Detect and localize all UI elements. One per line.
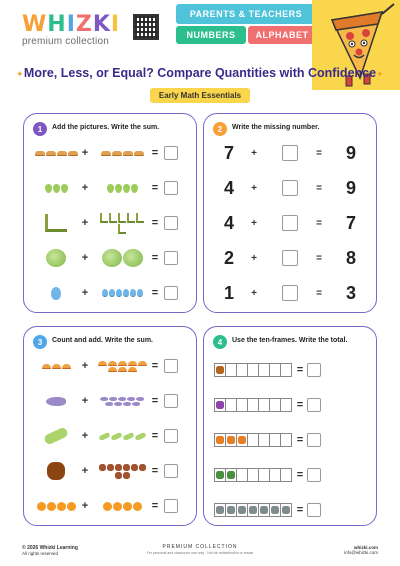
fish-icon bbox=[46, 397, 66, 406]
equation-row bbox=[34, 353, 188, 379]
scooter-icon bbox=[118, 213, 126, 223]
raccoon-icon bbox=[227, 506, 235, 514]
equals-sign: = bbox=[151, 360, 159, 372]
squirrel-icon bbox=[227, 436, 235, 444]
tag-parents-teachers: PARENTS & TEACHERS bbox=[176, 4, 316, 24]
balloon-icon bbox=[102, 289, 108, 297]
equals-sign: = bbox=[151, 217, 159, 229]
plus-sign: + bbox=[81, 395, 89, 407]
logo-letter: Z bbox=[75, 12, 93, 37]
addend-group-a bbox=[34, 211, 78, 235]
addend-group-b bbox=[96, 389, 148, 413]
sum-number: 9 bbox=[345, 177, 356, 198]
ten-frame bbox=[214, 503, 291, 517]
balloon-icon bbox=[130, 289, 136, 297]
addend-group-a bbox=[34, 494, 78, 518]
sum-number: 8 bbox=[345, 247, 356, 268]
qr-code-icon bbox=[133, 14, 159, 40]
equals-sign: = bbox=[151, 287, 159, 299]
total-answer-box[interactable] bbox=[307, 398, 321, 412]
sparkle-icon: ✦ bbox=[376, 69, 384, 79]
answer-box[interactable] bbox=[164, 181, 178, 195]
answer-box[interactable] bbox=[164, 146, 178, 160]
section-number-badge: 4 bbox=[213, 335, 227, 349]
logo-letter: I bbox=[66, 12, 76, 37]
cucumber-icon bbox=[134, 431, 146, 440]
fish-icon bbox=[136, 397, 144, 401]
squirrel-icon bbox=[216, 436, 224, 444]
equation-row bbox=[34, 175, 188, 201]
raccoon-icon bbox=[260, 506, 268, 514]
scooter-icon bbox=[109, 213, 117, 223]
fish-icon bbox=[105, 402, 113, 406]
missing-number-box[interactable] bbox=[282, 215, 298, 231]
ten-frame bbox=[214, 433, 291, 447]
fish-icon bbox=[123, 402, 131, 406]
tag-numbers: NUMBERS bbox=[176, 26, 246, 44]
fish-icon bbox=[118, 397, 126, 401]
pie-icon bbox=[108, 367, 117, 372]
equation-row bbox=[218, 245, 368, 271]
fish-icon bbox=[109, 397, 117, 401]
panel-ten-frames bbox=[203, 326, 377, 526]
equation-row bbox=[34, 458, 188, 484]
scooter-icon bbox=[45, 214, 67, 232]
cucumber-icon bbox=[43, 426, 69, 445]
orange-icon bbox=[37, 502, 46, 511]
bread-icon bbox=[123, 151, 133, 156]
bear-icon bbox=[131, 464, 138, 471]
orange-icon bbox=[123, 502, 132, 511]
addend-group-b bbox=[96, 424, 148, 448]
plus-sign: + bbox=[81, 500, 89, 512]
plus-sign: + bbox=[251, 287, 257, 299]
raccoon-icon bbox=[271, 506, 279, 514]
plus-sign: + bbox=[81, 287, 89, 299]
section-number-badge: 3 bbox=[33, 335, 47, 349]
pie-icon bbox=[138, 361, 147, 366]
missing-number-box[interactable] bbox=[282, 250, 298, 266]
addend-group-b bbox=[96, 176, 148, 200]
total-answer-box[interactable] bbox=[307, 363, 321, 377]
pie-icon bbox=[128, 367, 137, 372]
total-answer-box[interactable] bbox=[307, 433, 321, 447]
ten-frame-row bbox=[214, 427, 368, 453]
answer-box[interactable] bbox=[164, 359, 178, 373]
plus-sign: + bbox=[81, 217, 89, 229]
equation-row bbox=[34, 210, 188, 236]
equals-sign: = bbox=[296, 469, 304, 481]
scooter-icon bbox=[100, 213, 108, 223]
pear-icon bbox=[61, 184, 68, 193]
panel-add-pictures bbox=[23, 113, 197, 313]
addend-group-a bbox=[34, 141, 78, 165]
section-instruction: Use the ten-frames. Write the total. bbox=[232, 337, 348, 344]
logo-tagline: premium collection bbox=[22, 36, 109, 47]
email-link[interactable]: info@whizki.com bbox=[344, 550, 378, 555]
balloon-icon bbox=[109, 289, 115, 297]
cucumber-icon bbox=[122, 431, 134, 440]
cabbage-icon bbox=[102, 249, 122, 267]
bear-icon bbox=[115, 472, 122, 479]
equals-sign: = bbox=[296, 434, 304, 446]
addend-group-a bbox=[34, 354, 78, 378]
worksheet-subtitle: Early Math Essentials bbox=[150, 88, 250, 103]
logo-letter: W bbox=[22, 12, 48, 37]
addend-number: 1 bbox=[223, 282, 234, 303]
scooter-icon bbox=[136, 213, 144, 223]
equation-row bbox=[34, 140, 188, 166]
bread-icon bbox=[68, 151, 78, 156]
raccoon-icon bbox=[282, 506, 290, 514]
equals-sign: = bbox=[316, 182, 322, 194]
equals-sign: = bbox=[296, 364, 304, 376]
section-instruction: Add the pictures. Write the sum. bbox=[52, 124, 160, 131]
bear-icon bbox=[47, 462, 65, 480]
missing-number-box[interactable] bbox=[282, 180, 298, 196]
answer-box[interactable] bbox=[164, 286, 178, 300]
pie-icon bbox=[118, 367, 127, 372]
cucumber-icon bbox=[98, 431, 110, 440]
equals-sign: = bbox=[296, 504, 304, 516]
site-link[interactable]: whizki.com bbox=[353, 545, 378, 550]
addend-number: 2 bbox=[223, 247, 234, 268]
ten-frame bbox=[214, 363, 291, 377]
bear-icon bbox=[107, 464, 114, 471]
orange-icon bbox=[103, 502, 112, 511]
worksheet-title: More, Less, or Equal? Compare Quantities with Confidence bbox=[23, 66, 377, 80]
raccoon-icon bbox=[216, 506, 224, 514]
pie-icon bbox=[128, 361, 137, 366]
sum-number: 7 bbox=[345, 212, 356, 233]
section-number-badge: 1 bbox=[33, 122, 47, 136]
logo-letter: K bbox=[92, 12, 111, 37]
addend-group-a bbox=[34, 424, 78, 448]
panel-missing-number bbox=[203, 113, 377, 313]
sum-number: 3 bbox=[345, 282, 356, 303]
pie-icon bbox=[42, 364, 51, 369]
pear-icon bbox=[131, 184, 138, 193]
equals-sign: = bbox=[151, 182, 159, 194]
cucumber-icon bbox=[110, 431, 122, 440]
pie-icon bbox=[98, 361, 107, 366]
usage-note: For personal and classroom use only · Not for redistribution or resale bbox=[146, 551, 254, 555]
answer-box[interactable] bbox=[164, 251, 178, 265]
equals-sign: = bbox=[151, 395, 159, 407]
ten-frame-cell bbox=[280, 503, 292, 517]
plus-sign: + bbox=[251, 252, 257, 264]
footer-collection bbox=[0, 544, 400, 555]
equation-row bbox=[34, 493, 188, 519]
scooter-icon bbox=[118, 224, 126, 234]
panel-count-and-add bbox=[23, 326, 197, 526]
equation-row bbox=[218, 210, 368, 236]
answer-box[interactable] bbox=[164, 429, 178, 443]
answer-box[interactable] bbox=[164, 464, 178, 478]
bear-icon bbox=[123, 464, 130, 471]
equation-row bbox=[218, 280, 368, 306]
pear-icon bbox=[123, 184, 130, 193]
equals-sign: = bbox=[316, 252, 322, 264]
footer-contact bbox=[344, 545, 378, 555]
ten-frame bbox=[214, 468, 291, 482]
addend-group-b bbox=[96, 281, 148, 305]
total-answer-box[interactable] bbox=[307, 468, 321, 482]
pear-icon bbox=[53, 184, 60, 193]
bread-icon bbox=[101, 151, 111, 156]
bear-icon bbox=[139, 464, 146, 471]
plus-sign: + bbox=[81, 430, 89, 442]
fish-icon bbox=[100, 397, 108, 401]
sum-number: 9 bbox=[345, 142, 356, 163]
ten-frame-cell bbox=[280, 468, 292, 482]
addend-number: 4 bbox=[223, 177, 234, 198]
ten-frame bbox=[214, 398, 291, 412]
addend-group-b bbox=[96, 459, 148, 483]
ten-frame-cell bbox=[280, 398, 292, 412]
equals-sign: = bbox=[151, 252, 159, 264]
monkey-icon bbox=[216, 366, 224, 374]
eggplant-icon bbox=[216, 401, 224, 409]
answer-box[interactable] bbox=[164, 394, 178, 408]
orange-icon bbox=[113, 502, 122, 511]
plus-sign: + bbox=[81, 465, 89, 477]
equals-sign: = bbox=[316, 287, 322, 299]
addend-group-a bbox=[34, 459, 78, 483]
plus-sign: + bbox=[81, 182, 89, 194]
plus-sign: + bbox=[81, 147, 89, 159]
equals-sign: = bbox=[296, 399, 304, 411]
equation-row bbox=[218, 175, 368, 201]
ten-frame-row bbox=[214, 497, 368, 523]
balloon-icon bbox=[137, 289, 143, 297]
ten-frame-row bbox=[214, 392, 368, 418]
ten-frame-cell bbox=[280, 363, 292, 377]
orange-icon bbox=[57, 502, 66, 511]
pear-icon bbox=[107, 184, 114, 193]
raccoon-icon bbox=[238, 506, 246, 514]
orange-icon bbox=[47, 502, 56, 511]
orange-icon bbox=[133, 502, 142, 511]
sparkle-icon: ✦ bbox=[16, 69, 24, 79]
bread-icon bbox=[35, 151, 45, 156]
collection-label: PREMIUM COLLECTION bbox=[162, 544, 238, 550]
equation-row bbox=[34, 423, 188, 449]
bear-icon bbox=[99, 464, 106, 471]
rights-text: All rights reserved bbox=[22, 551, 59, 556]
orange-icon bbox=[67, 502, 76, 511]
addend-group-a bbox=[34, 281, 78, 305]
addend-number: 7 bbox=[223, 142, 234, 163]
answer-box[interactable] bbox=[164, 216, 178, 230]
plus-sign: + bbox=[251, 147, 257, 159]
cabbage-icon bbox=[123, 249, 143, 267]
equals-sign: = bbox=[151, 147, 159, 159]
copyright-text: © 2026 Whizki Learning bbox=[22, 545, 78, 551]
equals-sign: = bbox=[316, 147, 322, 159]
total-answer-box[interactable] bbox=[307, 503, 321, 517]
missing-number-box[interactable] bbox=[282, 285, 298, 301]
fish-icon bbox=[132, 402, 140, 406]
cabbage-icon bbox=[46, 249, 66, 267]
balloon-icon bbox=[116, 289, 122, 297]
logo-wordmark bbox=[22, 12, 120, 37]
balloon-icon bbox=[51, 287, 61, 300]
addend-group-a bbox=[34, 246, 78, 270]
bread-icon bbox=[134, 151, 144, 156]
plus-sign: + bbox=[81, 252, 89, 264]
addend-group-b bbox=[96, 494, 148, 518]
equals-sign: = bbox=[316, 217, 322, 229]
scooter-icon bbox=[127, 213, 135, 223]
addend-group-a bbox=[34, 389, 78, 413]
equation-row bbox=[218, 140, 368, 166]
pie-icon bbox=[52, 364, 61, 369]
addend-group-b bbox=[96, 354, 148, 378]
pie-icon bbox=[62, 364, 71, 369]
section-instruction: Write the missing number. bbox=[232, 124, 320, 131]
pie-icon bbox=[108, 361, 117, 366]
tag-alphabet: ALPHABET bbox=[248, 26, 316, 44]
addend-group-b bbox=[96, 246, 148, 270]
bread-icon bbox=[112, 151, 122, 156]
equals-sign: = bbox=[151, 500, 159, 512]
ten-frame-row bbox=[214, 357, 368, 383]
raccoon-icon bbox=[249, 506, 257, 514]
balloon-icon bbox=[123, 289, 129, 297]
bread-icon bbox=[57, 151, 67, 156]
bear-icon bbox=[123, 472, 130, 479]
ten-frame-cell bbox=[280, 433, 292, 447]
equation-row bbox=[34, 245, 188, 271]
plus-sign: + bbox=[251, 217, 257, 229]
leaf-icon bbox=[227, 471, 235, 479]
equals-sign: = bbox=[151, 465, 159, 477]
leaf-icon bbox=[216, 471, 224, 479]
ten-frame-row bbox=[214, 462, 368, 488]
pear-icon bbox=[45, 184, 52, 193]
equation-row bbox=[34, 280, 188, 306]
fish-icon bbox=[114, 402, 122, 406]
equals-sign: = bbox=[151, 430, 159, 442]
missing-number-box[interactable] bbox=[282, 145, 298, 161]
logo-letter: H bbox=[47, 12, 67, 37]
equation-row bbox=[34, 388, 188, 414]
answer-box[interactable] bbox=[164, 499, 178, 513]
section-instruction: Count and add. Write the sum. bbox=[52, 337, 153, 344]
pie-icon bbox=[118, 361, 127, 366]
bread-icon bbox=[46, 151, 56, 156]
bear-icon bbox=[115, 464, 122, 471]
addend-group-b bbox=[96, 211, 148, 235]
brand-logo bbox=[22, 12, 120, 47]
pear-icon bbox=[115, 184, 122, 193]
section-number-badge: 2 bbox=[213, 122, 227, 136]
addend-number: 4 bbox=[223, 212, 234, 233]
squirrel-icon bbox=[238, 436, 246, 444]
plus-sign: + bbox=[251, 182, 257, 194]
addend-group-a bbox=[34, 176, 78, 200]
plus-sign: + bbox=[81, 360, 89, 372]
fish-icon bbox=[127, 397, 135, 401]
logo-letter: I bbox=[110, 12, 121, 37]
addend-group-b bbox=[96, 141, 148, 165]
